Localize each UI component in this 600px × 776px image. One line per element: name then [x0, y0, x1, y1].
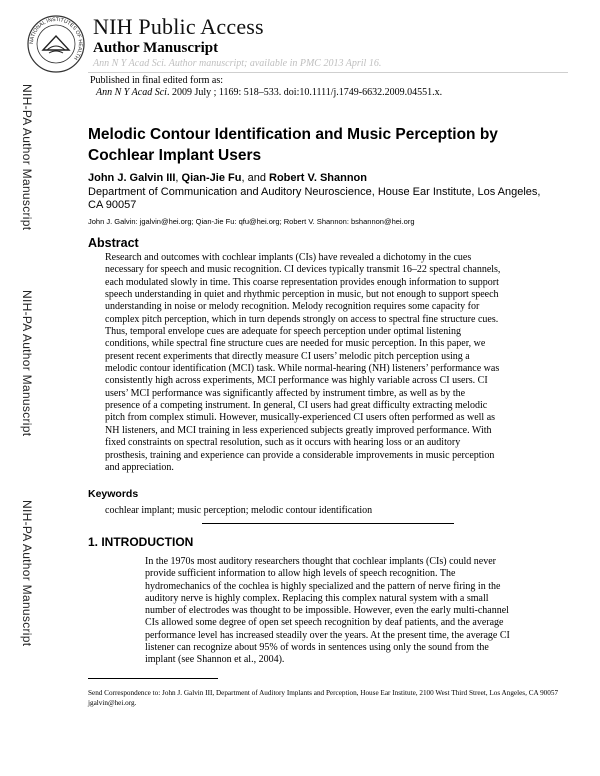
- intro-line: implant (see Shannon et al., 2004).: [145, 654, 285, 666]
- abstract-line: speech understanding in quiet and rhythmic perception in music, but not enough to support speech: [105, 289, 499, 301]
- side-label-author-manuscript: NIH-PA Author Manuscript: [20, 290, 34, 437]
- abstract-line: users’ MCI performance was significantly affected by instrument timbre, as well as by the: [105, 387, 466, 399]
- author-list: John J. Galvin III, Qian-Jie Fu, and Robert V. Shannon: [88, 172, 367, 184]
- intro-line: provide sufficient information to allow high levels of speech recognition. The: [145, 568, 456, 580]
- published-final-label: Published in final edited form as:: [90, 75, 224, 86]
- seal-text: NATIONAL INSTITUTES OF HEALTH: [28, 16, 84, 61]
- abstract-line: and appreciation.: [105, 461, 174, 473]
- author-name: Qian-Jie Fu: [181, 172, 242, 184]
- keywords-text: cochlear implant; music perception; melodic contour identification: [105, 505, 373, 516]
- header-divider: [88, 72, 568, 73]
- abstract-line: Thus, temporal envelope cues are adequate for speech perception under optimal listening: [105, 326, 461, 338]
- article-title: Melodic Contour Identification and Music Perception by Cochlear Implant Users: [88, 126, 498, 164]
- section-divider: [202, 523, 454, 524]
- abstract-line: present recent experiments that directly measure CI users’ melodic pitch perception using a: [105, 350, 470, 362]
- author-emails: John J. Galvin: jgalvin@hei.org; Qian-Jie Fu: qfu@hei.org; Robert V. Shannon: bshannon@hei.org: [88, 217, 415, 226]
- pmc-availability-line: Ann N Y Acad Sci. Author manuscript; available in PMC 2013 April 16.: [93, 58, 382, 69]
- abstract-line: presence of a competing instrument. In general, CI users had great difficulty extracting melodic: [105, 400, 488, 412]
- abstract-line: Research and outcomes with cochlear implants (CIs) have revealed a dichotomy in the cues: [105, 252, 472, 263]
- side-label-author-manuscript: NIH-PA Author Manuscript: [20, 84, 34, 231]
- nih-public-access-title: NIH Public Access: [93, 14, 264, 39]
- abstract-line: prosthesis, training and experience can provide a considerable improvements in music perception: [105, 449, 495, 461]
- intro-line: hydromechanics of the cochlea is highly specialized and the pattern of nerve firing in the: [145, 580, 501, 592]
- hhs-logo: [26, 14, 86, 74]
- abstract-heading: Abstract: [88, 236, 139, 250]
- author-manuscript-label: Author Manuscript: [93, 40, 219, 56]
- side-label-author-manuscript: NIH-PA Author Manuscript: [20, 500, 34, 647]
- intro-line: auditory nerve is highly complex. Replacing this complex natural system with a small: [145, 592, 489, 604]
- abstract-line: necessary for speech and music recognition. CI devices typically transmit 16–22 spectral channels,: [105, 264, 501, 276]
- introduction-heading: 1. INTRODUCTION: [88, 535, 194, 549]
- keywords-heading: Keywords: [88, 488, 139, 500]
- intro-line: listener can recognize about 95% of words in sentences using only the sound from the: [145, 642, 489, 654]
- author-name: Robert V. Shannon: [269, 172, 367, 184]
- abstract-line: melodic contour identification (MCI) task. While normal-hearing (NH) listeners’ performance was: [105, 363, 500, 375]
- intro-line: number of electrodes was thought to be impossible. However, even the early multi-channel: [145, 605, 509, 617]
- author-name: John J. Galvin III: [88, 172, 176, 184]
- affiliation: Department of Communication and Auditory Neuroscience, House Ear Institute, Los Angeles, CA 90057: [88, 186, 541, 211]
- abstract-line: pitch from complex stimuli. However, musically-experienced CI users often performed as well as: [105, 412, 496, 424]
- author-conjunction: and: [247, 172, 266, 184]
- footnote-divider: [88, 678, 218, 679]
- introduction-body: [145, 556, 565, 667]
- abstract-line: each modulated slowly in time. This coarse representation provides enough information to support: [105, 276, 499, 288]
- citation-details: . 2009 July ; 1169: 518–533. doi:10.1111/j.1749-6632.2009.04551.x.: [166, 87, 443, 98]
- intro-line: performance level has increased steadily over the years. At the present time, the average CI: [145, 629, 510, 641]
- abstract-line: understanding in noise or melody recognition. Melody recognition requires some capacity for: [105, 301, 480, 313]
- abstract-line: NH listeners, and MCI training in less experienced subjects greatly improved performance. With: [105, 424, 492, 436]
- intro-line: CIs allowed some degree of open set speech recognition by deaf patients, and the average: [145, 617, 504, 629]
- abstract-line: complex pitch perception, which in turn depends strongly on access to spectral fine structure cues.: [105, 313, 499, 325]
- intro-line: In the 1970s most auditory researchers thought that cochlear implants (CIs) could never: [145, 556, 497, 567]
- citation: [96, 87, 442, 98]
- abstract-line: conditions, while spectral fine structure cues are needed for music perception. In this paper, we: [105, 338, 486, 350]
- citation-journal: Ann N Y Acad Sci: [96, 87, 167, 98]
- eagle-seal-icon: [26, 14, 86, 74]
- abstract-line: fixed constraints on spectral resolution, such as it occurs with hearing loss or an auditory: [105, 437, 461, 449]
- abstract-line: consistently high across experiments, MCI performance was highly variable across CI users. CI: [105, 375, 488, 387]
- correspondence-footnote: Send Correspondence to: John J. Galvin III, Department of Auditory Implants and Perception, House Ear Institute, 2100 West Third Street, Los Angeles, CA 90057 jgalvin@hei.org.: [88, 689, 559, 707]
- abstract-body: [105, 252, 567, 474]
